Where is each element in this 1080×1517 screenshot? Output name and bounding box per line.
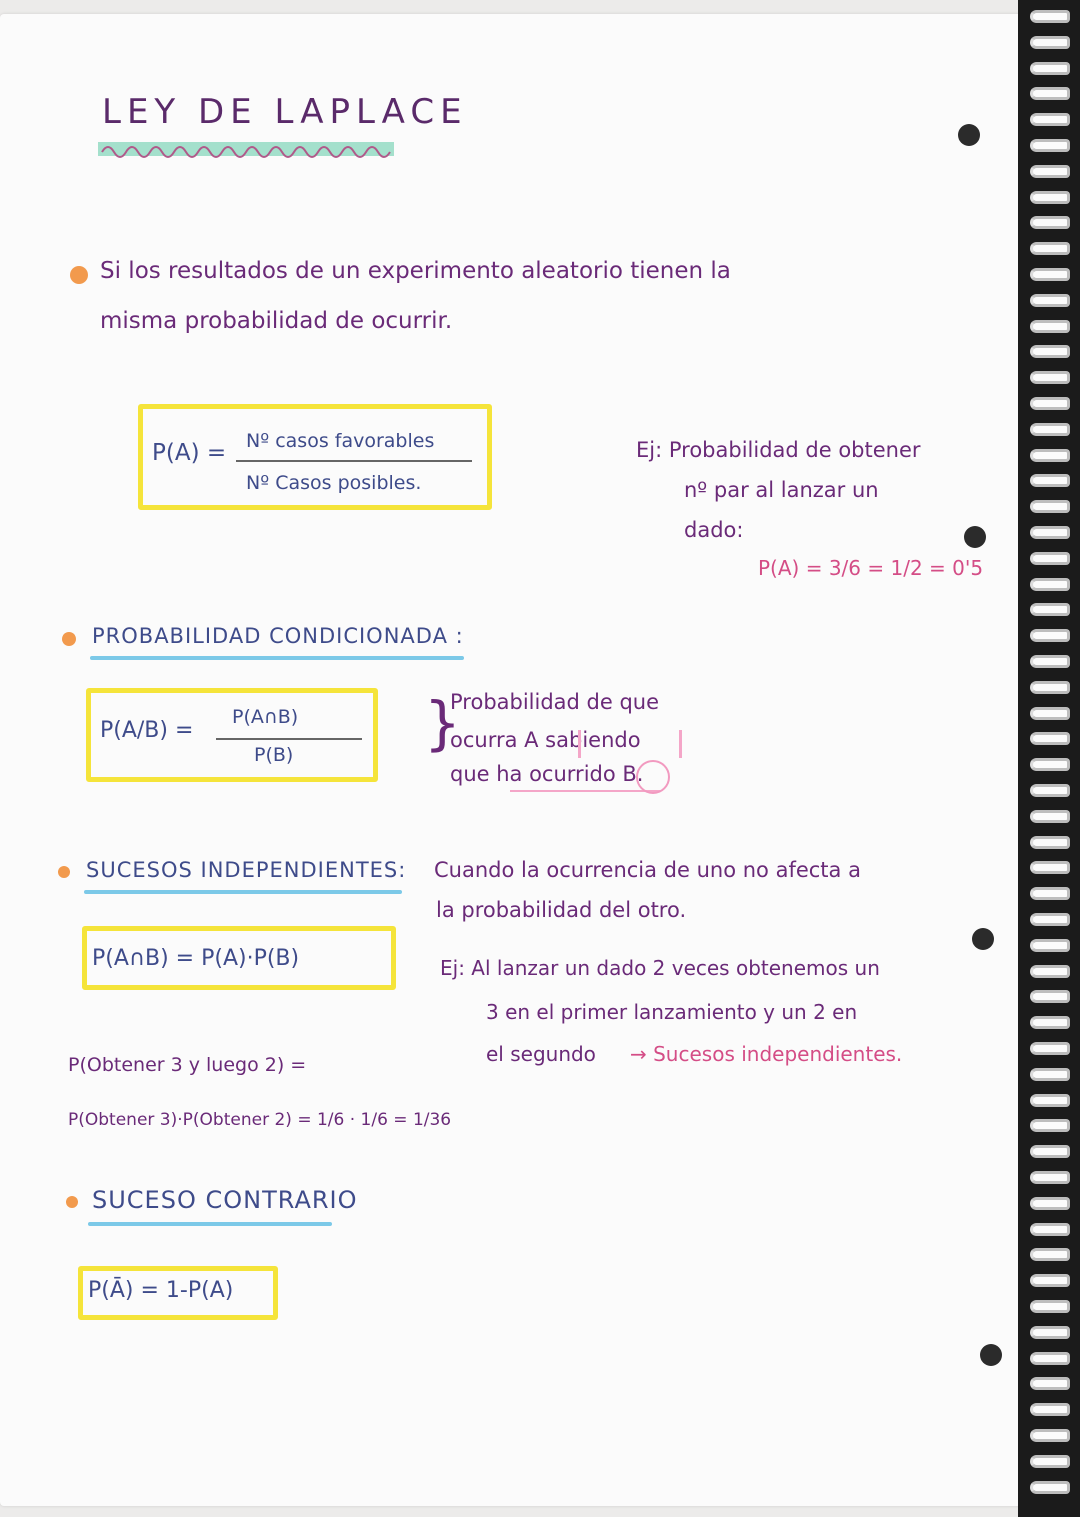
independent-example-2: 3 en el primer lanzamiento y un 2 en [486, 1000, 858, 1024]
spiral-ring [1030, 1197, 1070, 1210]
spiral-ring [1030, 371, 1070, 384]
spiral-ring [1030, 1119, 1070, 1132]
spiral-ring [1030, 165, 1070, 178]
bullet-dot [62, 632, 76, 646]
bullet-dot [58, 866, 70, 878]
conditional-heading-underline [90, 656, 464, 660]
spiral-ring [1030, 1068, 1070, 1081]
spiral-ring [1030, 1042, 1070, 1055]
spiral-ring [1030, 1145, 1070, 1158]
conditional-numerator: P(A∩B) [232, 706, 299, 728]
conditional-note-1: Probabilidad de que [450, 690, 660, 714]
spiral-ring [1030, 113, 1070, 126]
example1-line-2: nº par al lanzar un [684, 478, 879, 502]
sabiendo-highlight [578, 730, 682, 758]
spiral-ring [1030, 681, 1070, 694]
spiral-ring [1030, 1403, 1070, 1416]
spiral-ring [1030, 990, 1070, 1003]
spiral-ring [1030, 500, 1070, 513]
spiral-ring [1030, 887, 1070, 900]
spiral-ring [1030, 1300, 1070, 1313]
spiral-ring [1030, 1274, 1070, 1287]
example1-line-1: Ej: Probabilidad de obtener [636, 438, 921, 462]
spiral-ring [1030, 62, 1070, 75]
laplace-denominator: Nº Casos posibles. [246, 472, 422, 494]
spiral-ring [1030, 1223, 1070, 1236]
conditional-brace: } [424, 689, 461, 757]
spiral-ring [1030, 397, 1070, 410]
spiral-ring [1030, 320, 1070, 333]
contrary-formula: P(Ā) = 1-P(A) [88, 1278, 234, 1303]
example1-line-3: dado: [684, 518, 744, 542]
title-underline-wave [98, 138, 394, 160]
conditional-fraction-line [216, 738, 362, 740]
spiral-binding [1018, 0, 1080, 1517]
b-circle [636, 760, 670, 794]
spiral-ring [1030, 1248, 1070, 1261]
spiral-ring [1030, 1326, 1070, 1339]
spiral-ring [1030, 10, 1070, 23]
spiral-ring [1030, 784, 1070, 797]
page-title: LEY DE LAPLACE [102, 92, 468, 132]
spiral-ring [1030, 474, 1070, 487]
spiral-ring [1030, 552, 1070, 565]
conditional-denominator: P(B) [254, 744, 294, 766]
spiral-ring [1030, 578, 1070, 591]
spiral-ring [1030, 1377, 1070, 1390]
spiral-ring [1030, 449, 1070, 462]
bullet-dot [66, 1196, 78, 1208]
intro-line-1: Si los resultados de un experimento aleatorio tienen la [100, 258, 731, 284]
independent-heading-underline [84, 890, 402, 894]
spiral-ring [1030, 965, 1070, 978]
conditional-note-2: ocurra A sabiendo [450, 728, 641, 752]
spiral-ring [1030, 216, 1070, 229]
independent-calc-2: P(Obtener 3)·P(Obtener 2) = 1/6 · 1/6 = 1/36 [68, 1110, 452, 1130]
punch-hole [980, 1344, 1002, 1366]
spiral-ring [1030, 861, 1070, 874]
laplace-lhs: P(A) = [152, 440, 227, 466]
ocurrido-underline [510, 790, 660, 792]
independent-example-1: Ej: Al lanzar un dado 2 veces obtenemos un [440, 956, 880, 980]
spiral-ring [1030, 758, 1070, 771]
spiral-ring [1030, 1481, 1070, 1494]
spiral-ring [1030, 36, 1070, 49]
spiral-ring [1030, 191, 1070, 204]
spiral-ring [1030, 1429, 1070, 1442]
independent-desc-2: la probabilidad del otro. [436, 898, 687, 922]
conditional-heading: PROBABILIDAD CONDICIONADA : [92, 624, 464, 648]
laplace-numerator: Nº casos favorables [246, 430, 435, 452]
punch-hole [964, 526, 986, 548]
punch-hole [972, 928, 994, 950]
conditional-note-3: que ha ocurrido B. [450, 762, 644, 786]
conditional-lhs: P(A/B) = [100, 718, 194, 743]
example1-result: P(A) = 3/6 = 1/2 = 0'5 [758, 556, 984, 580]
spiral-ring [1030, 423, 1070, 436]
spiral-ring [1030, 268, 1070, 281]
spiral-ring [1030, 913, 1070, 926]
punch-hole [958, 124, 980, 146]
spiral-ring [1030, 732, 1070, 745]
bullet-dot [70, 266, 88, 284]
spiral-ring [1030, 603, 1070, 616]
contrary-heading: SUCESO CONTRARIO [92, 1186, 358, 1214]
spiral-ring [1030, 1352, 1070, 1365]
spiral-ring [1030, 655, 1070, 668]
spiral-ring [1030, 810, 1070, 823]
spiral-ring [1030, 836, 1070, 849]
spiral-ring [1030, 87, 1070, 100]
intro-line-2: misma probabilidad de ocurrir. [100, 308, 453, 334]
spiral-ring [1030, 294, 1070, 307]
spiral-ring [1030, 1094, 1070, 1107]
independent-heading: SUCESOS INDEPENDIENTES: [86, 858, 407, 882]
independent-example-3b: → Sucesos independientes. [630, 1042, 903, 1066]
independent-desc-1: Cuando la ocurrencia de uno no afecta a [434, 858, 861, 882]
spiral-ring [1030, 707, 1070, 720]
spiral-ring [1030, 629, 1070, 642]
independent-formula: P(A∩B) = P(A)·P(B) [92, 946, 300, 971]
spiral-ring [1030, 939, 1070, 952]
spiral-ring [1030, 1016, 1070, 1029]
laplace-fraction-line [236, 460, 472, 462]
spiral-ring [1030, 1171, 1070, 1184]
spiral-ring [1030, 242, 1070, 255]
spiral-ring [1030, 1455, 1070, 1468]
spiral-ring [1030, 526, 1070, 539]
independent-calc-1: P(Obtener 3 y luego 2) = [68, 1054, 307, 1076]
independent-example-3a: el segundo [486, 1042, 596, 1066]
spiral-ring [1030, 139, 1070, 152]
contrary-heading-underline [88, 1222, 332, 1226]
spiral-ring [1030, 345, 1070, 358]
